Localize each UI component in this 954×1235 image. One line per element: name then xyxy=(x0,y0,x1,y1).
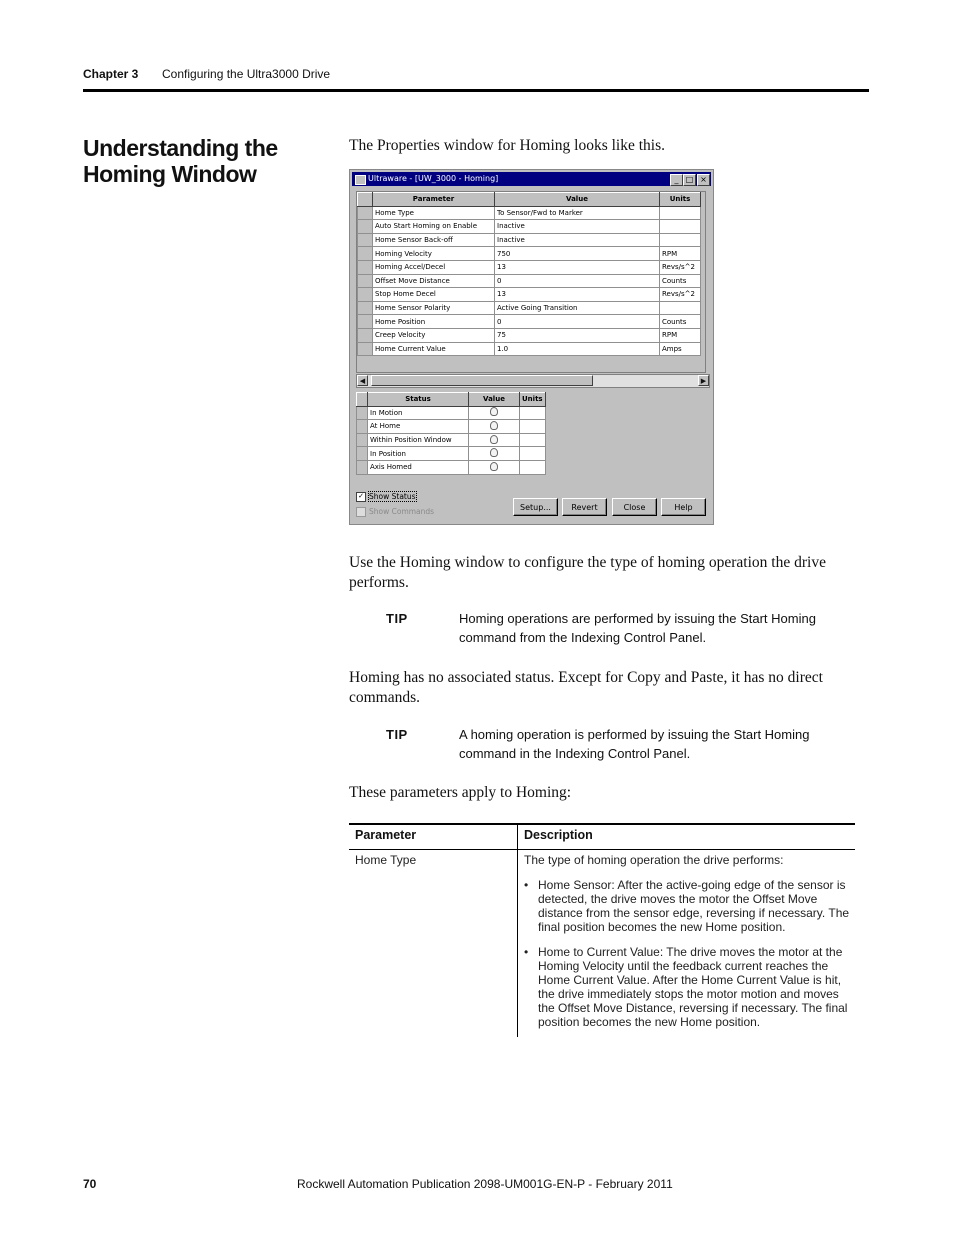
status-row xyxy=(357,447,546,461)
minimize-icon[interactable]: _ xyxy=(670,174,683,186)
paragraph-parameters-intro: These parameters apply to Homing: xyxy=(349,784,572,801)
table-top-rule xyxy=(349,823,855,825)
scroll-left-icon[interactable]: ◀ xyxy=(357,375,368,386)
table-row[interactable] xyxy=(358,274,701,288)
cell-units xyxy=(660,220,701,234)
table-cell-parameter: Home Type xyxy=(355,853,417,867)
window-title: Ultraware - [UW_3000 - Homing] xyxy=(368,174,499,183)
homing-window xyxy=(349,169,714,525)
cell-parameter: Home Type xyxy=(373,206,495,220)
cell-status: In Motion xyxy=(368,406,469,420)
status-row xyxy=(357,433,546,447)
cell-units: Revs/s^2 xyxy=(660,288,701,302)
table-header-description: Description xyxy=(524,828,593,842)
table-row[interactable] xyxy=(358,342,701,356)
cell-status-units xyxy=(520,406,546,420)
cell-value[interactable]: 1.0 xyxy=(495,342,660,356)
bullet-icon: • xyxy=(524,878,529,892)
row-header[interactable] xyxy=(358,247,373,261)
col-header-units[interactable]: Units xyxy=(660,193,701,207)
table-row[interactable] xyxy=(358,220,701,234)
col-header-value[interactable]: Value xyxy=(495,193,660,207)
cell-parameter: Offset Move Distance xyxy=(373,274,495,288)
list-item xyxy=(524,945,854,1035)
cell-value[interactable]: Inactive xyxy=(495,220,660,234)
indicator-bulb-icon xyxy=(490,407,498,416)
cell-parameter: Creep Velocity xyxy=(373,328,495,342)
cell-units: RPM xyxy=(660,247,701,261)
col-header-status[interactable]: Status xyxy=(368,393,469,407)
bullet-icon: • xyxy=(524,945,529,959)
cell-units: Revs/s^2 xyxy=(660,260,701,274)
bullet-text: Home Sensor: After the active-going edge of the sensor is detected, the drive moves the motor the Offset Move distance from the sensor edge, reversing if necessary. The final position becomes the new Home position. xyxy=(538,878,850,934)
show-status-label: Show Status xyxy=(369,492,416,501)
status-row xyxy=(357,420,546,434)
row-header[interactable] xyxy=(358,220,373,234)
indicator-bulb-icon xyxy=(490,448,498,457)
cell-status-units xyxy=(520,447,546,461)
table-header-rule xyxy=(349,849,855,850)
cell-units: Counts xyxy=(660,315,701,329)
cell-status-units xyxy=(520,460,546,474)
show-commands-checkbox[interactable] xyxy=(356,507,434,517)
cell-parameter: Home Sensor Polarity xyxy=(373,301,495,315)
col-header-status-units[interactable]: Units xyxy=(520,393,546,407)
cell-value[interactable]: Active Going Transition xyxy=(495,301,660,315)
table-row[interactable] xyxy=(358,288,701,302)
cell-units xyxy=(660,233,701,247)
cell-units: Amps xyxy=(660,342,701,356)
revert-button[interactable]: Revert xyxy=(562,498,607,516)
row-header xyxy=(357,460,368,474)
indicator-bulb-icon xyxy=(490,435,498,444)
status-row-header-corner xyxy=(357,393,368,407)
cell-parameter: Auto Start Homing on Enable xyxy=(373,220,495,234)
app-icon xyxy=(355,175,366,185)
cell-status-value xyxy=(469,406,520,420)
table-row[interactable] xyxy=(358,260,701,274)
cell-status-units xyxy=(520,420,546,434)
cell-status-units xyxy=(520,433,546,447)
close-window-icon[interactable]: × xyxy=(697,174,710,186)
row-header[interactable] xyxy=(358,233,373,247)
row-header xyxy=(357,433,368,447)
chapter-title: Configuring the Ultra3000 Drive xyxy=(162,67,331,81)
paragraph-homing-window: Use the Homing window to configure the type of homing operation the drive performs. xyxy=(349,554,826,591)
horizontal-scrollbar[interactable] xyxy=(356,374,710,388)
cell-status-value xyxy=(469,447,520,461)
checkbox-disabled-icon[interactable] xyxy=(356,507,366,517)
cell-parameter: Stop Home Decel xyxy=(373,288,495,302)
table-column-divider xyxy=(517,825,518,1037)
cell-status-value xyxy=(469,460,520,474)
setup-button[interactable]: Setup... xyxy=(513,498,558,516)
chapter-label: Chapter 3 xyxy=(83,67,139,81)
tip-label: TIP xyxy=(386,611,408,626)
cell-parameter: Home Current Value xyxy=(373,342,495,356)
table-row[interactable] xyxy=(358,315,701,329)
row-header xyxy=(357,406,368,420)
show-status-checkbox[interactable] xyxy=(356,492,416,502)
row-header[interactable] xyxy=(358,301,373,315)
row-header[interactable] xyxy=(358,206,373,220)
status-grid xyxy=(356,392,546,475)
publication-info: Rockwell Automation Publication 2098-UM001G-EN-P - February 2011 xyxy=(297,1177,673,1191)
table-row[interactable] xyxy=(358,206,701,220)
close-button[interactable]: Close xyxy=(612,498,657,516)
table-row[interactable] xyxy=(358,328,701,342)
maximize-icon[interactable]: □ xyxy=(683,174,696,186)
table-header-parameter: Parameter xyxy=(355,828,417,842)
section-heading: Understanding the Homing Window xyxy=(83,135,278,187)
row-header-corner xyxy=(358,193,373,207)
paragraph-no-status: Homing has no associated status. Except for Copy and Paste, it has no direct commands. xyxy=(349,669,823,706)
cell-value[interactable]: 13 xyxy=(495,288,660,302)
cell-parameter: Homing Velocity xyxy=(373,247,495,261)
row-header xyxy=(357,447,368,461)
cell-value[interactable]: Inactive xyxy=(495,233,660,247)
cell-units: Counts xyxy=(660,274,701,288)
cell-value[interactable]: 750 xyxy=(495,247,660,261)
cell-status: Within Position Window xyxy=(368,433,469,447)
cell-status: Axis Homed xyxy=(368,460,469,474)
parameter-grid xyxy=(356,191,706,373)
cell-parameter: Home Sensor Back-off xyxy=(373,233,495,247)
cell-units xyxy=(660,206,701,220)
scroll-right-icon[interactable]: ▶ xyxy=(698,375,709,386)
table-row[interactable] xyxy=(358,233,701,247)
tip-label: TIP xyxy=(386,727,408,742)
cell-units xyxy=(660,301,701,315)
status-row xyxy=(357,460,546,474)
checkbox-checked-icon[interactable]: ✓ xyxy=(356,492,366,502)
table-row[interactable] xyxy=(358,301,701,315)
cell-parameter: Homing Accel/Decel xyxy=(373,260,495,274)
cell-units: RPM xyxy=(660,328,701,342)
cell-value[interactable]: To Sensor/Fwd to Marker xyxy=(495,206,660,220)
row-header[interactable] xyxy=(358,328,373,342)
row-header[interactable] xyxy=(358,315,373,329)
cell-status-value xyxy=(469,420,520,434)
cell-value[interactable]: 75 xyxy=(495,328,660,342)
row-header xyxy=(357,420,368,434)
parameter-table xyxy=(357,192,701,356)
page-number: 70 xyxy=(83,1177,97,1191)
window-titlebar xyxy=(352,172,711,186)
tip-text: A homing operation is performed by issuing the Start Homing command in the Indexing Control Panel. xyxy=(459,727,810,761)
list-item xyxy=(524,878,854,938)
col-header-status-value[interactable]: Value xyxy=(469,393,520,407)
row-header[interactable] xyxy=(358,342,373,356)
row-header[interactable] xyxy=(358,288,373,302)
help-button[interactable]: Help xyxy=(661,498,706,516)
cell-status: At Home xyxy=(368,420,469,434)
status-table xyxy=(356,392,546,475)
table-cell-description: The type of homing operation the drive performs: xyxy=(524,853,784,867)
col-header-parameter[interactable]: Parameter xyxy=(373,193,495,207)
cell-value[interactable]: 0 xyxy=(495,315,660,329)
cell-value[interactable]: 13 xyxy=(495,260,660,274)
indicator-bulb-icon xyxy=(490,421,498,430)
cell-status: In Position xyxy=(368,447,469,461)
header-rule xyxy=(83,89,869,92)
row-header[interactable] xyxy=(358,260,373,274)
scroll-thumb[interactable] xyxy=(371,375,593,386)
table-row[interactable] xyxy=(358,247,701,261)
cell-value[interactable]: 0 xyxy=(495,274,660,288)
indicator-bulb-icon xyxy=(490,462,498,471)
intro-text: The Properties window for Homing looks like this. xyxy=(349,137,665,154)
row-header[interactable] xyxy=(358,274,373,288)
show-commands-label: Show Commands xyxy=(369,507,435,516)
tip-text: Homing operations are performed by issuing the Start Homing command from the Indexing Control Panel. xyxy=(459,611,816,645)
cell-parameter: Home Position xyxy=(373,315,495,329)
bullet-text: Home to Current Value: The drive moves the motor at the Homing Velocity until the feedback current reaches the Home Current Value. After the Home Current Value is hit, the drive immediately stops the motor motion and moves the Offset Move Distance, reversing if necessary. The final position becomes the new Home position. xyxy=(538,945,848,1029)
cell-status-value xyxy=(469,433,520,447)
status-row xyxy=(357,406,546,420)
